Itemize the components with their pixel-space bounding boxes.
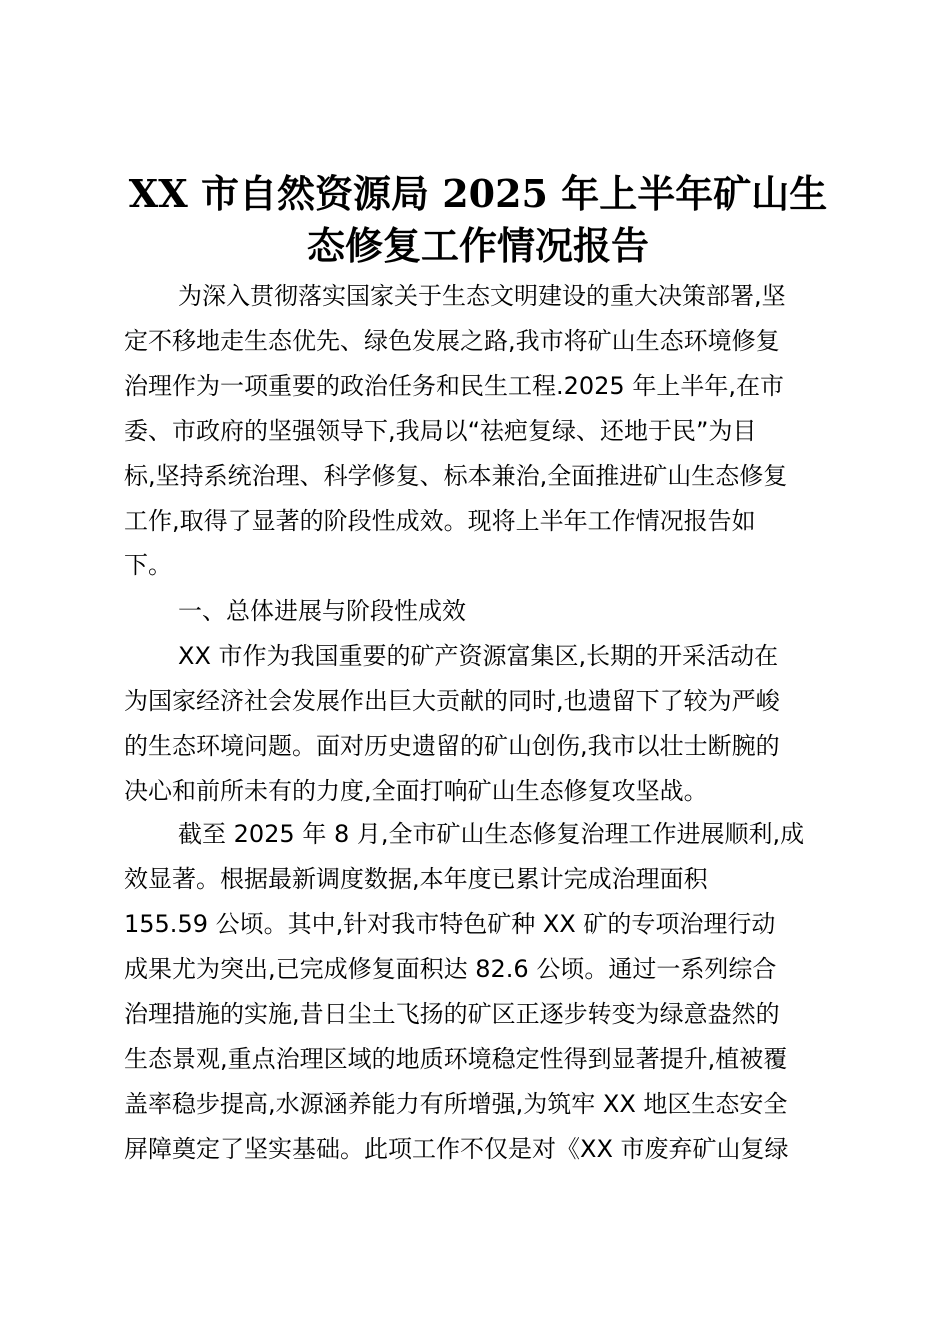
- paragraph-3-line-2: 效显著。根据最新调度数据,本年度已累计完成治理面积: [124, 865, 708, 893]
- section-heading-1: 一、总体进展与阶段性成效: [178, 597, 466, 625]
- paragraph-3-line-6: 生态景观,重点治理区域的地质环境稳定性得到显著提升,植被覆: [124, 1045, 788, 1073]
- paragraph-1-line-5: 标,坚持系统治理、科学修复、标本兼治,全面推进矿山生态修复: [124, 462, 788, 490]
- paragraph-1-line-2: 定不移地走生态优先、绿色发展之路,我市将矿山生态环境修复: [124, 327, 780, 355]
- paragraph-3-line-3: 155.59 公顷。其中,针对我市特色矿种 XX 矿的专项治理行动: [124, 910, 776, 938]
- document-title: [118, 168, 838, 272]
- paragraph-1-line-3: 治理作为一项重要的政治任务和民生工程.2025 年上半年,在市: [124, 372, 784, 400]
- paragraph-2-line-3: 的生态环境问题。面对历史遗留的矿山创伤,我市以壮士断腕的: [124, 732, 780, 760]
- paragraph-1-line-4: 委、市政府的坚强领导下,我局以“祛疤复绿、还地于民”为目: [124, 417, 757, 445]
- paragraph-1-line-7: 下。: [124, 551, 172, 579]
- paragraph-2-line-4: 决心和前所未有的力度,全面打响矿山生态修复攻坚战。: [124, 777, 708, 805]
- paragraph-3-line-7: 盖率稳步提高,水源涵养能力有所增强,为筑牢 XX 地区生态安全: [124, 1090, 788, 1118]
- title-line-1: XX 市自然资源局 2025 年上半年矿山生: [128, 171, 828, 216]
- paragraph-3-line-1: 截至 2025 年 8 月,全市矿山生态修复治理工作进展顺利,成: [178, 820, 805, 848]
- paragraph-3-line-4: 成果尤为突出,已完成修复面积达 82.6 公顷。通过一系列综合: [124, 955, 777, 983]
- paragraph-1-line-6: 工作,取得了显著的阶段性成效。现将上半年工作情况报告如: [124, 507, 756, 535]
- paragraph-2-line-1: XX 市作为我国重要的矿产资源富集区,长期的开采活动在: [178, 642, 779, 670]
- title-line-2: 态修复工作情况报告: [306, 223, 649, 268]
- paragraph-3-line-8: 屏障奠定了坚实基础。此项工作不仅是对《XX 市废弃矿山复绿: [124, 1135, 789, 1163]
- paragraph-2-line-2: 为国家经济社会发展作出巨大贡献的同时,也遗留下了较为严峻: [124, 687, 780, 715]
- paragraph-1-line-1: 为深入贯彻落实国家关于生态文明建设的重大决策部署,坚: [178, 282, 786, 310]
- paragraph-3-line-5: 治理措施的实施,昔日尘土飞扬的矿区正逐步转变为绿意盎然的: [124, 1000, 780, 1028]
